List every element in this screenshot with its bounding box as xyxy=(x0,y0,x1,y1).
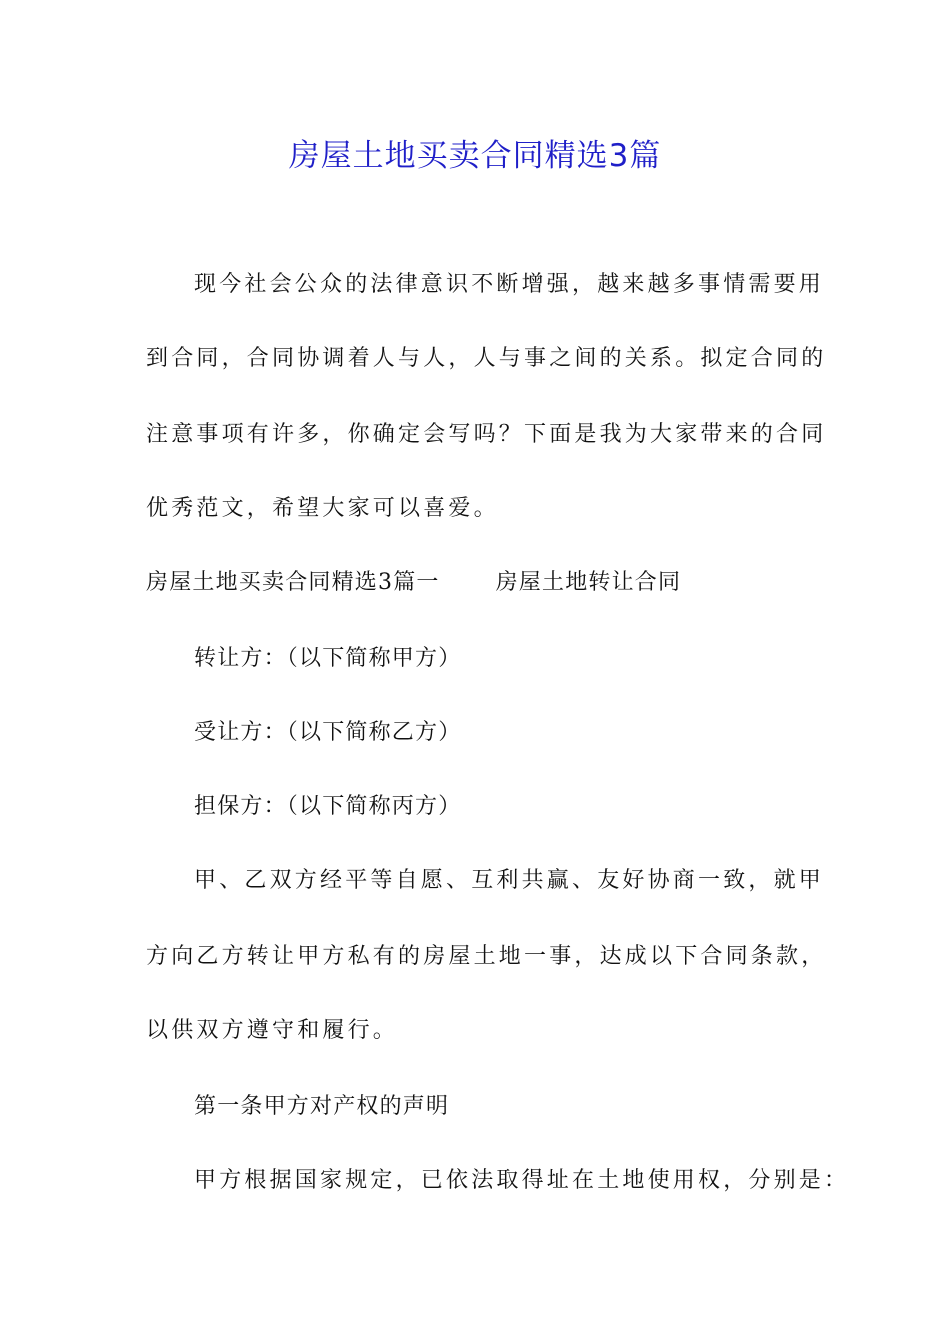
party-transferor: 转让方：（以下简称甲方） xyxy=(194,646,462,671)
document-title: 房屋土地买卖合同精选3篇 xyxy=(288,138,662,174)
intro-line-2: 到合同，合同协调着人与人，人与事之间的关系。拟定合同的 xyxy=(146,346,827,371)
section-heading: 房屋土地买卖合同精选3篇一 xyxy=(146,570,440,595)
party-transferee: 受让方：（以下简称乙方） xyxy=(194,720,462,745)
agreement-line-2: 方向乙方转让甲方私有的房屋土地一事，达成以下合同条款， xyxy=(146,944,827,969)
contract-name: 房屋土地转让合同 xyxy=(495,570,682,595)
party-guarantor: 担保方：（以下简称丙方） xyxy=(194,794,462,819)
section-heading-row xyxy=(146,568,681,598)
intro-line-4: 优秀范文，希望大家可以喜爱。 xyxy=(146,496,499,521)
article-1-text: 甲方根据国家规定，已依法取得址在土地使用权，分别是： xyxy=(194,1168,850,1193)
agreement-line-1: 甲、乙双方经平等自愿、互利共赢、友好协商一致，就甲 xyxy=(194,868,825,893)
intro-line-1: 现今社会公众的法律意识不断增强，越来越多事情需要用 xyxy=(194,272,825,297)
intro-line-3: 注意事项有许多，你确定会写吗？下面是我为大家带来的合同 xyxy=(146,422,827,447)
article-1-heading: 第一条甲方对产权的声明 xyxy=(194,1094,450,1119)
agreement-line-3: 以供双方遵守和履行。 xyxy=(146,1018,399,1043)
